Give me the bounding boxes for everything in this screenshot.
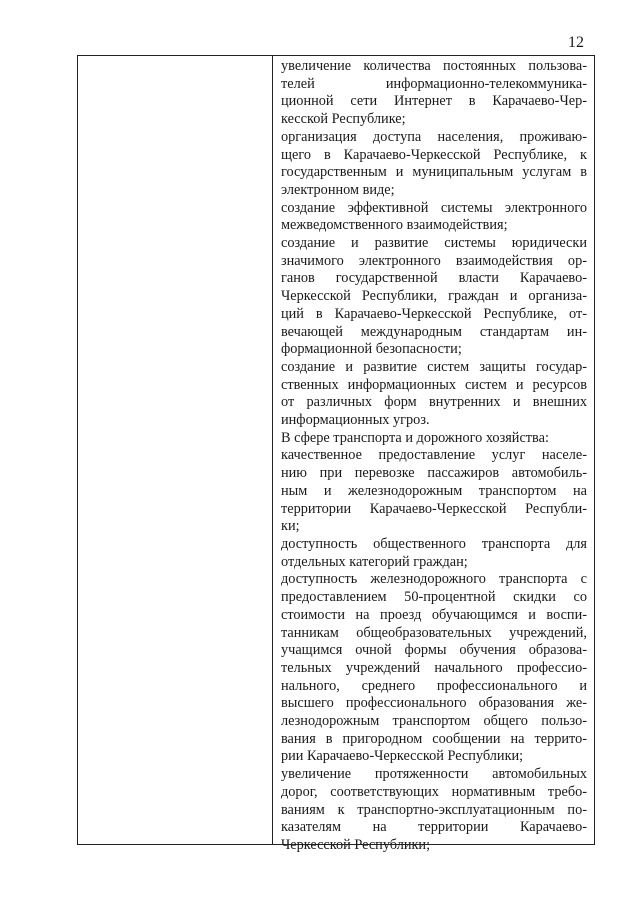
text-line: ки; xyxy=(281,518,300,535)
text-line: предоставлением 50-процентной скидки со xyxy=(281,589,587,606)
text-line: казателям на территории Карачаево- xyxy=(281,819,587,836)
document-table xyxy=(77,55,595,853)
text-line: доступность железнодорожного транспорта с xyxy=(281,571,587,588)
text-line: ным и железнодорожным транспортом на xyxy=(281,482,587,499)
text-line: вечающей международным стандартам ин- xyxy=(281,323,587,340)
text-line: ваниям к транспортно-эксплуатационным по- xyxy=(281,801,587,818)
text-line: увеличение протяженности автомобильных xyxy=(281,766,587,783)
text-paragraph xyxy=(281,200,587,235)
text-line: создание эффективной системы электронного xyxy=(281,199,587,216)
column-divider xyxy=(272,56,273,844)
text-line: отдельных категорий граждан; xyxy=(281,553,468,570)
text-line: лезнодорожным транспортом общего пользо- xyxy=(281,713,587,730)
text-line: ганов государственной власти Карачаево- xyxy=(281,270,587,287)
text-line: стоимости на проезд обучающимся и воспи- xyxy=(281,606,587,623)
text-line: телей информационно-телекоммуника- xyxy=(281,75,587,92)
text-line: вания в пригородном сообщении на террито- xyxy=(281,730,587,747)
text-paragraph xyxy=(281,447,587,536)
text-line: формационной безопасности; xyxy=(281,341,462,358)
text-line: рии Карачаево-Черкесской Республики; xyxy=(281,748,524,765)
text-line: Черкесской Республики, граждан и организа- xyxy=(281,288,587,305)
text-line: ственных информационных систем и ресурсов xyxy=(281,376,587,393)
text-line: дорог, соответствующих нормативным требо- xyxy=(281,783,587,800)
text-line: ций в Карачаево-Черкесской Республике, от- xyxy=(281,305,587,322)
text-paragraph xyxy=(281,235,587,359)
text-line: значимого электронного взаимодействия ор- xyxy=(281,252,587,269)
text-line: В сфере транспорта и дорожного хозяйства: xyxy=(281,429,549,446)
text-line: от различных форм внутренних и внешних xyxy=(281,394,587,411)
text-paragraph xyxy=(281,536,587,571)
text-paragraph xyxy=(281,766,587,855)
table-right-cell xyxy=(281,58,587,855)
text-line: информационных угроз. xyxy=(281,412,430,429)
text-line: нию при перевозке пассажиров автомобиль- xyxy=(281,465,587,482)
text-line: доступность общественного транспорта для xyxy=(281,535,587,552)
text-line: высшего профессионального образования же- xyxy=(281,695,587,712)
text-line: танникам общеобразовательных учреждений, xyxy=(281,624,587,641)
text-line: тельных учреждений начального профессио- xyxy=(281,659,587,676)
text-line: Черкесской Республики; xyxy=(281,836,431,853)
text-line: электронном виде; xyxy=(281,181,395,198)
text-paragraph xyxy=(281,58,587,129)
text-paragraph xyxy=(281,571,587,766)
text-line: создание и развитие систем защиты государ- xyxy=(281,358,587,375)
text-line: нального, среднего профессионального и xyxy=(281,677,587,694)
text-line: территории Карачаево-Черкесской Республи- xyxy=(281,500,587,517)
text-line: организация доступа населения, проживаю- xyxy=(281,128,587,145)
page-number: 12 xyxy=(568,34,584,51)
text-line: щего в Карачаево-Черкесской Республике, к xyxy=(281,146,587,163)
text-line: государственным и муниципальным услугам в xyxy=(281,164,587,181)
text-line: межведомственного взаимодействия; xyxy=(281,217,508,234)
text-paragraph xyxy=(281,430,587,448)
text-line: учащимся очной формы обучения образова- xyxy=(281,642,587,659)
text-line: кесской Республике; xyxy=(281,111,406,128)
text-line: качественное предоставление услуг населе- xyxy=(281,447,587,464)
text-line: ционной сети Интернет в Карачаево-Чер- xyxy=(281,93,587,110)
text-paragraph xyxy=(281,129,587,200)
text-line: создание и развитие системы юридически xyxy=(281,235,587,252)
text-line: увеличение количества постоянных пользова- xyxy=(281,58,587,74)
text-paragraph xyxy=(281,359,587,430)
